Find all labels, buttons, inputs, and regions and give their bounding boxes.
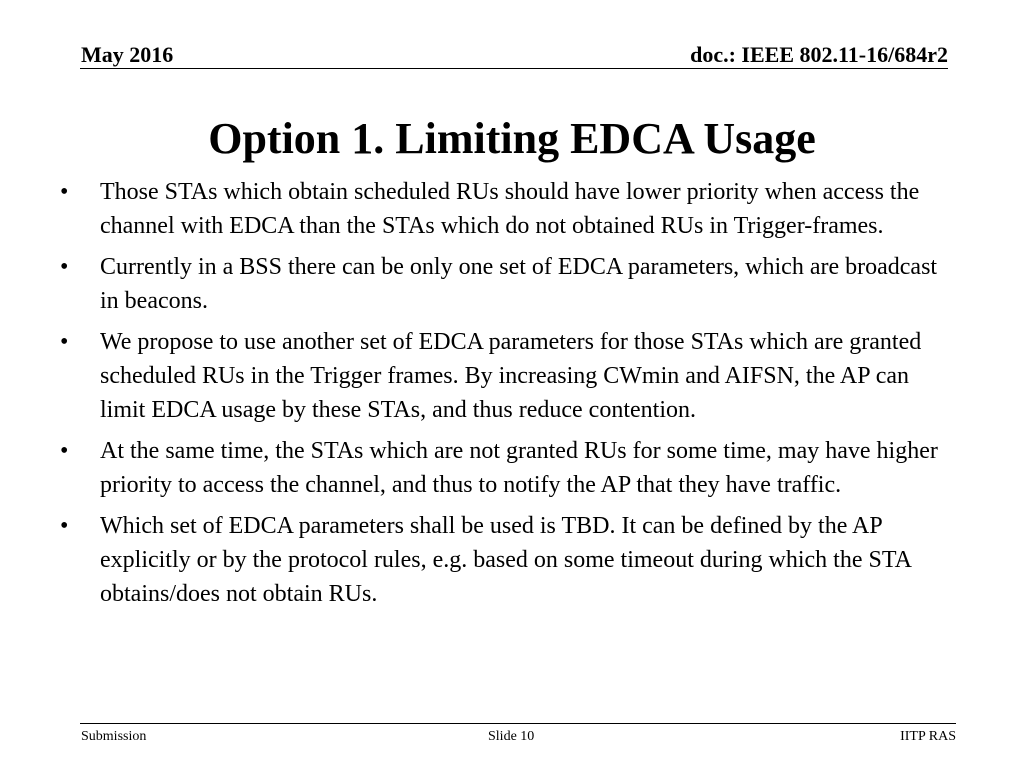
bullet-item bbox=[60, 325, 960, 427]
bullet-item bbox=[60, 175, 960, 243]
bullet-dot: • bbox=[60, 329, 69, 355]
bullet-dot: • bbox=[60, 179, 69, 205]
header-date: May 2016 bbox=[81, 42, 174, 67]
bullet-text: We propose to use another set of EDCA parameters for those STAs which are granted scheduled RUs in the Trigger frames. By increasing CWmin and AIFSN, the AP can limit EDCA usage by these STAs, and thus reduce contention. bbox=[100, 329, 922, 423]
bullet-list bbox=[60, 175, 960, 618]
slide-title: Option 1. Limiting EDCA Usage bbox=[208, 114, 816, 163]
bullet-dot: • bbox=[60, 513, 69, 539]
header-doc-id: doc.: IEEE 802.11-16/684r2 bbox=[690, 42, 948, 67]
bullet-text: Which set of EDCA parameters shall be used is TBD. It can be defined by the AP explicitly or by the protocol rules, e.g. based on some timeout during which the STA obtains/does not obtain RUs. bbox=[100, 513, 911, 607]
bullet-item bbox=[60, 509, 960, 611]
bullet-item bbox=[60, 434, 960, 502]
header-divider bbox=[80, 68, 948, 69]
bullet-text: Currently in a BSS there can be only one set of EDCA parameters, which are broadcast in beacons. bbox=[100, 254, 938, 314]
footer-organization: IITP RAS bbox=[900, 729, 956, 744]
footer-submission: Submission bbox=[81, 729, 147, 744]
bullet-dot: • bbox=[60, 254, 69, 280]
bullet-text: At the same time, the STAs which are not granted RUs for some time, may have higher priority to access the channel, and thus to notify the AP that they have traffic. bbox=[100, 438, 938, 498]
bullet-text: Those STAs which obtain scheduled RUs should have lower priority when access the channel with EDCA than the STAs which do not obtained RUs in Trigger-frames. bbox=[100, 179, 920, 239]
bullet-item bbox=[60, 250, 960, 318]
footer-slide-number: Slide 10 bbox=[488, 729, 535, 744]
bullet-dot: • bbox=[60, 438, 69, 464]
footer-divider bbox=[80, 723, 956, 724]
